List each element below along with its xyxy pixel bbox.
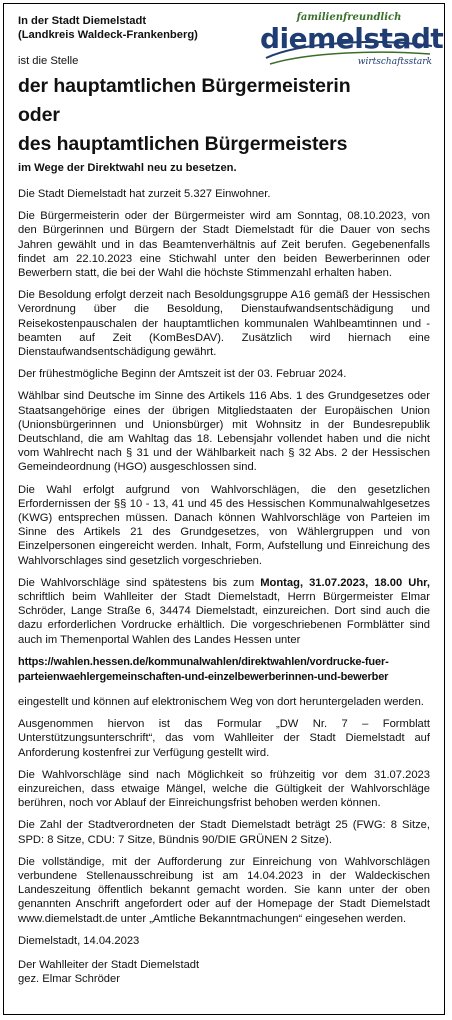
paragraph-population: Die Stadt Diemelstadt hat zurzeit 5.327 Einwohner.: [18, 188, 271, 200]
paragraph-salary: Die Besoldung erfolgt derzeit nach Besoldungsgruppe A16 gemäß der Hessischen Verordnung über die Besoldung, Dienstaufwandsentschädigung und Reisekostenpauschalen der hauptamtlichen kommunalen Wahlbeamtinnen und -beamten auf Zeit (KomBesDAV). Zusätzlich wird hiernach eine Dienstaufwandsentschädigung gewährt.: [18, 289, 430, 359]
paragraph-form-dw7: Ausgenommen hiervon ist das Formular „DW Nr. 7 – Formblatt Unterstützungsunterschrift“, das vom Wahlleiter der Stadt Diemelstadt auf Anforderung kostenfrei zur Verfügung gestellt wird.: [18, 718, 430, 759]
paragraph-early-submission: Die Wahlvorschläge sind nach Möglichkeit so frühzeitig vor dem 31.07.2023 einzureichen, dass etwaige Mängel, welche die Gültigkeit der Wahlvorschläge berühren, noch vor Ablauf der Einreichungsfrist behoben werden können.: [18, 768, 430, 810]
paragraph-council-seats: Die Zahl der Stadtverordneten der Stadt Diemelstadt beträgt 25 (FWG: 8 Sitze, SPD: 8 Sitze, CDU: 7 Sitze, Bündnis 90/DIE GRÜNEN 2 Sitze).: [18, 819, 430, 846]
header-line-2: (Landkreis Waldeck-Frankenberg): [18, 29, 198, 41]
paragraph-download: eingestellt und können auf elektronischem Weg von dort heruntergeladen werden.: [18, 695, 424, 708]
forms-url-line-1: https://wahlen.hessen.de/kommunalwahlen/direktwahlen/vordrucke-fuer-: [18, 655, 389, 668]
signature-title: Der Wahlleiter der Stadt Diemelstadt: [18, 958, 200, 971]
subtitle: im Wege der Direktwahl neu zu besetzen.: [18, 162, 237, 174]
job-advertisement: [3, 3, 445, 1015]
forms-url-line-2: parteienwaehlergemeinschaften-und-einzelbewerberinnen-und-bewerber: [18, 670, 389, 683]
deadline-text-after: schriftlich beim Wahlleiter der Stadt Diemelstadt, Herrn Bürgermeister Elmar Schröder, Lange Straße 6, 34474 Diemelstadt, einzureichen. Dort sind auch die dazu erforderlichen Vordrucke erhältlich. Die vorgeschriebenen Formblätter sind auch im Themenportal Wahlen des Landes Hessen unter: [18, 591, 430, 646]
signature-name: gez. Elmar Schröder: [18, 973, 120, 986]
intro-text: ist die Stelle: [18, 55, 79, 67]
title-line-2: oder: [18, 104, 60, 126]
paragraph-deadline: [18, 576, 430, 647]
paragraph-eligibility: Wählbar sind Deutsche im Sinne des Artikels 116 Abs. 1 des Grundgesetzes oder Staatsangehörige eines der übrigen Mitgliedstaaten der Europäischen Union (Unionsbürgerinnen und Unionsbürger) mit Wohnsitz in der Bundesrepublik Deutschland, die am Wahltag das 18. Lebensjahr vollendet haben und die nicht vom Wahlrecht nach § 31 und der Wählbarkeit nach § 32 Abs. 2 der Hessischen Gemeindeordnung (HGO) ausgeschlossen sind.: [18, 390, 430, 474]
header-line-1: In der Stadt Diemelstadt: [18, 15, 147, 27]
paragraph-start-date: Der frühestmögliche Beginn der Amtszeit ist der 03. Februar 2024.: [18, 368, 347, 381]
paragraph-publication: Die vollständige, mit der Aufforderung zur Einreichung von Wahlvorschlägen verbundene Stellenausschreibung ist am 14.04.2023 in der Waldeckischen Landeszeitung öffentlich bekannt gemacht worden. Sie kann unter der oben genannten Anschrift angefordert oder auf der Homepage der Stadt Diemelstadt www.diemelstadt.de unter „Amtliche Bekanntmachungen“ eingesehen werden.: [18, 855, 430, 925]
content: [18, 14, 430, 996]
paragraph-nominations: Die Wahl erfolgt aufgrund von Wahlvorschlägen, die den gesetzlichen Erfordernissen der §§ 10 - 13, 41 und 45 des Hessischen Kommunalwahlgesetzes (KWG) entsprechen müssen. Danach können Wahlvorschläge von Parteien im Sinne des Artikels 21 des Grundgesetzes, von Wählergruppen und von Einzelpersonen eingereicht werden. Inhalt, Form, Aufstellung und Einreichung des Wahlvorschlages sind gesetzlich vorgeschrieben.: [18, 483, 430, 567]
title-line-1: der hauptamtlichen Bürgermeisterin: [18, 75, 351, 97]
deadline-date: Montag, 31.07.2023, 18.00 Uhr,: [260, 576, 430, 589]
deadline-text-before: Die Wahlvorschläge sind spätestens bis zum: [18, 576, 261, 589]
forms-url-link[interactable]: [18, 655, 430, 685]
closing-date: Diemelstadt, 14.04.2023: [18, 934, 140, 947]
logo-wordmark: diemelstadt: [260, 22, 444, 55]
logo-tagline-top: familienfreundlich: [296, 12, 402, 23]
logo-tagline-bottom: wirtschaftsstark: [357, 57, 432, 67]
paragraph-election-date: Die Bürgermeisterin oder der Bürgermeister wird am Sonntag, 08.10.2023, von den Bürgerinnen und Bürgern der Stadt Diemelstadt für die Dauer von sechs Jahren gewählt und in das Beamtenverhältnis auf Zeit berufen. Gegebenenfalls findet am 22.10.2023 eine Stichwahl unter den beiden Bewerberinnen oder Bewerbern statt, die bei der Wahl die höchste Stimmenzahl erhalten haben.: [18, 210, 430, 280]
title-line-3: des hauptamtlichen Bürgermeisters: [18, 133, 348, 155]
